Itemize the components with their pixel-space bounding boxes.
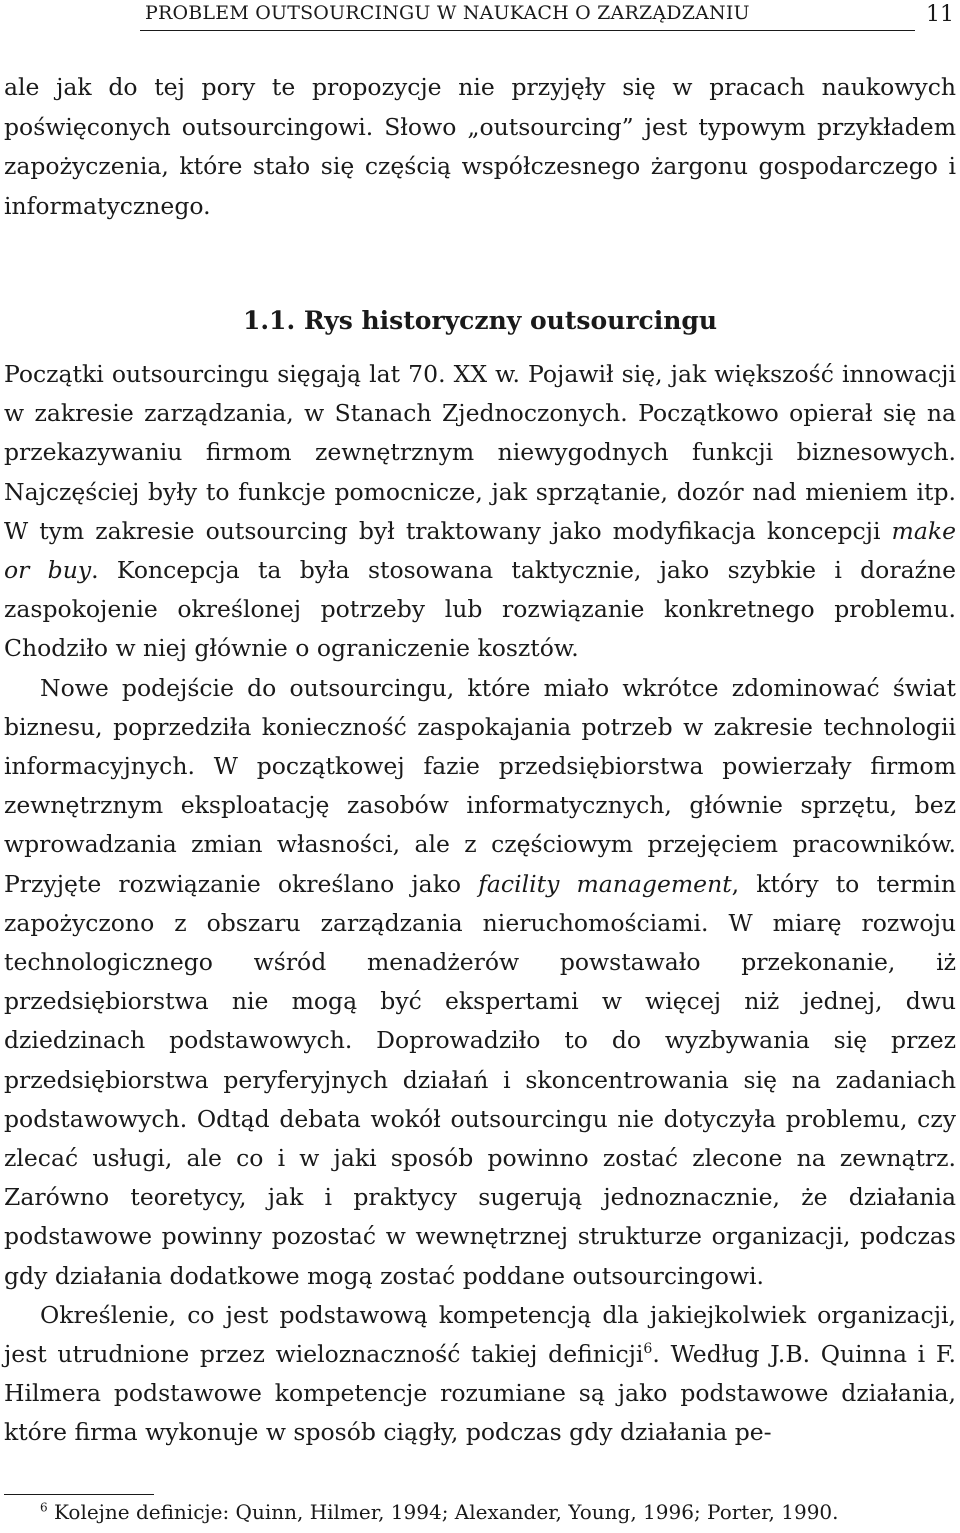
paragraph-2-italic: facility management <box>478 869 732 898</box>
paragraph-2-part2: , który to termin zapożyczono z obszaru zarządzania nieruchomościami. W miarę rozwoju technologicznego wśród menadżerów powstawało przekonanie, iż przedsiębiorstwa nie mogą być ekspertami w więcej niż jednej, dwu dziedzinach podstawowych. Doprowadziło to do wyzbywania się przez przedsiębiorstwa peryferyjnych działań i skoncentrowania się na zadaniach podstawowych. Odtąd debata wokół outsourcingu nie dotyczyła problemu, czy zlecać usługi, ale co i w jaki sposób powinno zostać zlecone na zewnątrz. Zarówno teoretycy, jak i praktycy sugerują jednoznacznie, że działania podstawowe powinny pozostać w wewnętrznej strukturze organizacji, podczas gdy działania dodatkowe mogą zostać poddane outsourcingowi. <box>4 869 956 1290</box>
paragraph-2 <box>4 669 956 1296</box>
footnote <box>40 1500 940 1524</box>
section-heading: 1.1. Rys historyczny outsourcingu <box>242 306 718 335</box>
paragraph-2-part1: Nowe podejście do outsourcingu, które miało wkrótce zdominować świat biznesu, poprzedziła konieczność zaspokajania potrzeb w zakresie technologii informacyjnych. W początkowej fazie przedsiębiorstwa powierzały firmom zewnętrznym eksploatację zasobów informatycznych, głównie sprzętu, bez wprowadzania zmian własności, ale z częściowym przejęciem pracowników. Przyjęte rozwiązanie określano jako <box>4 673 956 898</box>
intro-text <box>4 68 956 226</box>
body-text <box>4 355 956 1453</box>
header-rule <box>140 30 915 31</box>
footnote-reference[interactable]: 6 <box>643 1341 653 1358</box>
footnote-number: 6 <box>40 1500 48 1515</box>
running-header-title: PROBLEM OUTSOURCINGU W NAUKACH O ZARZĄDZANIU <box>145 2 750 24</box>
paragraph-3-part2: . Według J.B. Quinna i F. Hilmera podstawowe kompetencje rozumiane są jako podstawowe działania, które firma wykonuje w sposób ciągły, podczas gdy działania pe- <box>4 1340 956 1447</box>
paragraph-3-part1: Określenie, co jest podstawową kompetencją dla jakiejkolwiek organizacji, jest utrudnione przez wieloznaczność takiej definicji <box>4 1300 956 1369</box>
paragraph-1 <box>4 355 956 669</box>
paragraph-3 <box>4 1296 956 1453</box>
paragraph-1-part1: Początki outsourcingu sięgają lat 70. XX w. Pojawił się, jak większość innowacji w zakresie zarządzania, w Stanach Zjednoczonych. Początkowo opierał się na przekazywaniu firmom zewnętrznym niewygodnych funkcji biznesowych. Najczęściej były to funkcje pomocnicze, jak sprzątanie, dozór nad mieniem itp. W tym zakresie outsourcing był traktowany jako modyfikacja koncepcji <box>4 360 956 545</box>
paragraph-intro: ale jak do tej pory te propozycje nie przyjęły się w pracach naukowych poświęconych outsourcingowi. Słowo „outsourcing” jest typowym przykładem zapożyczenia, które stało się częścią współczesnego żargonu gospodarczego i informatycznego. <box>4 73 956 220</box>
footnote-text: Kolejne definicje: Quinn, Hilmer, 1994; Alexander, Young, 1996; Porter, 1990. <box>47 1500 839 1524</box>
footnote-rule <box>4 1494 154 1495</box>
paragraph-1-italic: make or buy <box>4 516 956 585</box>
running-header <box>0 0 960 38</box>
page-number: 11 <box>926 2 954 27</box>
paragraph-1-part2: . Koncepcja ta była stosowana taktycznie, jako szybkie i doraźne zaspokojenie określonej potrzeby lub rozwiązanie konkretnego problemu. Chodziło w niej głównie o ograniczenie kosztów. <box>4 556 957 663</box>
